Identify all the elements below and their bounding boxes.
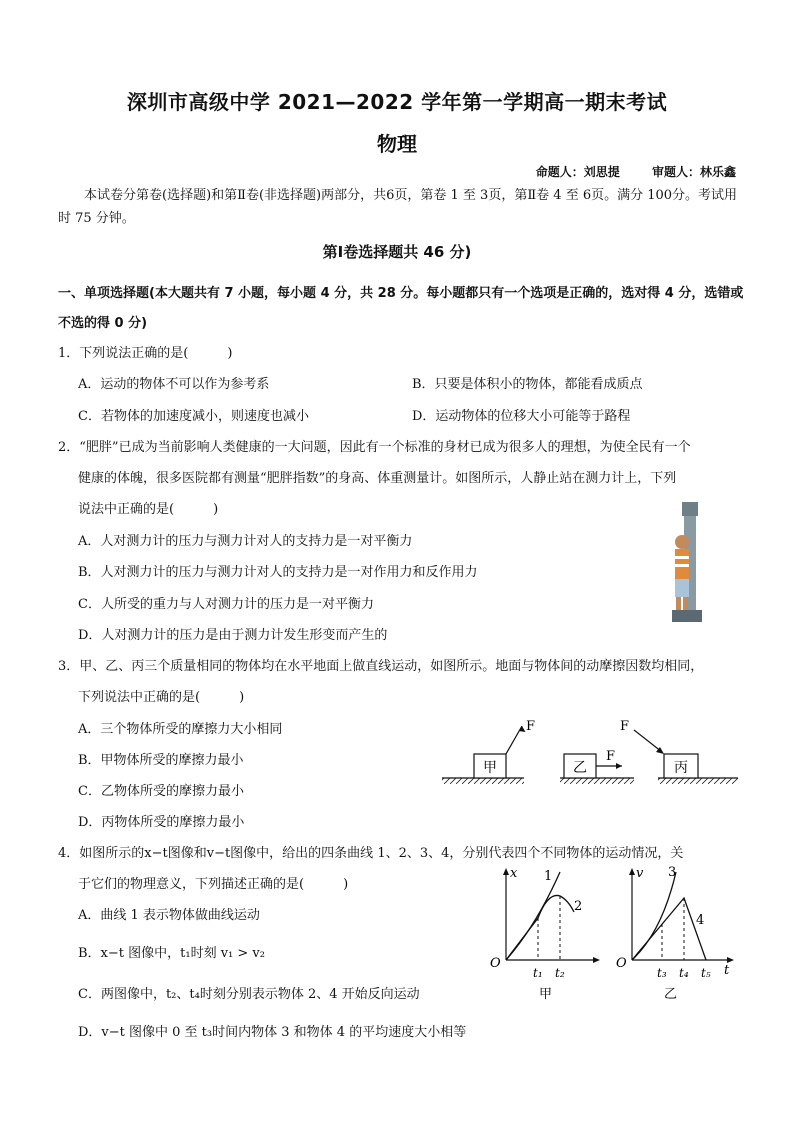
q3-option-c: C．乙物体所受的摩擦力最小: [78, 784, 244, 799]
curve-1: [506, 872, 560, 960]
box-bing-label: 丙: [674, 760, 688, 776]
curve-2-label: 2: [574, 899, 583, 914]
ground-hatch: [658, 778, 738, 784]
origin-label: O: [616, 956, 627, 971]
curve-1-label: 1: [544, 869, 553, 884]
q4-graph-vt: [612, 862, 747, 1002]
curve-4: [632, 898, 706, 960]
q2-stem-line1: 2．“肥胖”已成为当前影响人类健康的一大问题，因此有一个标准的身材已成为很多人的理想，为使全民有一个: [58, 440, 691, 455]
arrowhead: [503, 868, 509, 875]
authors-line: [508, 163, 736, 180]
person-shorts: [675, 579, 689, 597]
person-leg: [676, 597, 681, 610]
arrowhead: [518, 726, 526, 735]
arrowhead: [616, 763, 622, 769]
graph-caption-yi: 乙: [664, 987, 678, 1002]
q4-option-d: D．v−t 图像中 0 至 t₃时间内物体 3 和物体 4 的平均速度大小相等: [78, 1025, 467, 1040]
section1-heading: 一、单项选择题(本大题共有 7 小题，每小题 4 分，共 28 分。每小题都只有一个选项是正确的，选对得 4 分，选错或不选的得 0 分): [58, 286, 744, 331]
t-axis-label: t: [724, 963, 730, 978]
q3-stem-line1: 3．甲、乙、丙三个质量相同的物体均在水平地面上做直线运动，如图所示。地面与物体间的动摩擦因数均相同，: [58, 659, 704, 674]
reviewer: 审题人：林乐鑫: [651, 165, 736, 179]
q1-stem: 1．下列说法正确的是( ): [58, 346, 233, 361]
t4-label: t₄: [679, 966, 689, 980]
scale-base: [672, 610, 702, 622]
q1-option-d: D．运动物体的位移大小可能等于路程: [412, 409, 631, 424]
q1-option-a: A．运动的物体不可以作为参考系: [78, 377, 270, 392]
force-label-jia: F: [526, 719, 536, 734]
x-axis-label: x: [510, 866, 518, 881]
q2-option-c: C．人所受的重力与人对测力计的压力是一对平衡力: [78, 597, 374, 612]
q3-figure-boxes: [438, 712, 758, 792]
q1-option-c: C．若物体的加速度减小，则速度也减小: [78, 409, 309, 424]
arrowhead: [593, 957, 600, 963]
exam-title: 深圳市高级中学 2021—2022 学年第一学期高一期末考试: [126, 90, 668, 114]
force-label-yi: F: [606, 749, 616, 764]
rod-head: [682, 502, 698, 516]
t2-label: t₂: [555, 966, 565, 980]
q4-option-b: B．x−t 图像中，t₁时刻 v₁ > v₂: [78, 946, 265, 961]
q4-option-a: A．曲线 1 表示物体做曲线运动: [78, 908, 260, 923]
curve-4-label: 4: [696, 913, 705, 928]
curve-3-label: 3: [668, 865, 677, 880]
t1-label: t₁: [533, 966, 543, 980]
q3-option-b: B．甲物体所受的摩擦力最小: [78, 753, 244, 768]
shirt-stripe: [675, 564, 689, 567]
box-jia-label: 甲: [483, 760, 497, 776]
curve-2: [506, 895, 574, 960]
v-axis-label: v: [636, 866, 644, 881]
q4-option-c: C．两图像中，t₂、t₄时刻分别表示物体 2、4 开始反向运动: [78, 987, 420, 1002]
q1-option-b: B．只要是体积小的物体，都能看成质点: [412, 377, 643, 392]
person-leg: [683, 597, 688, 610]
graph-caption-jia: 甲: [539, 987, 553, 1002]
part1-title: 第Ⅰ卷选择题共 46 分): [322, 243, 472, 261]
q2-option-a: A．人对测力计的压力与测力计对人的支持力是一对平衡力: [78, 534, 413, 549]
q3-option-d: D．丙物体所受的摩擦力最小: [78, 815, 245, 830]
q2-option-b: B．人对测力计的压力与测力计对人的支持力是一对作用力和反作用力: [78, 565, 478, 580]
origin-label: O: [490, 956, 501, 971]
ground-hatch: [442, 778, 524, 784]
force-arrow-bing: [634, 730, 662, 752]
intro-paragraph: 本试卷分第卷(选择题)和第Ⅱ卷(非选择题)两部分，共6页，第卷 1 至 3页，第Ⅱ卷 4 至 6页。满分 100分。考试用时 75 分钟。: [58, 188, 738, 226]
shirt-stripe: [675, 556, 689, 559]
ground-hatch: [560, 778, 634, 784]
q4-stem-line1: 4．如图所示的x−t图像和v−t图像中，给出的四条曲线 1、2、3、4，分别代表四个不同物体的运动情况，关: [58, 846, 684, 861]
q3-stem-line2: 下列说法中正确的是( ): [78, 690, 245, 705]
q4-graph-xt: [484, 862, 604, 1002]
q4-stem-line2: 于它们的物理意义，下列描述正确的是( ): [78, 877, 349, 892]
q2-stem-line3: 说法中正确的是( ): [78, 502, 219, 517]
q3-option-a: A．三个物体所受的摩擦力大小相同: [78, 722, 283, 737]
box-yi-label: 乙: [573, 760, 587, 776]
arrowhead: [629, 868, 635, 875]
q2-stem-line2: 健康的体魄，很多医院都有测量“肥胖指数”的身高、体重测量计。如图所示，人静止站在测力计上，下列: [78, 471, 677, 486]
t3-label: t₃: [657, 966, 667, 980]
q2-option-d: D．人对测力计的压力是由于测力计发生形变而产生的: [78, 628, 388, 643]
person-head: [675, 535, 689, 549]
author: 命题人：刘思提: [535, 165, 620, 179]
subject-title: 物理: [377, 132, 417, 156]
force-arrow-jia: [506, 726, 522, 754]
q2-figure-scale-person: [662, 500, 710, 625]
t5-label: t₅: [701, 966, 711, 980]
force-label-bing: F: [620, 719, 630, 734]
